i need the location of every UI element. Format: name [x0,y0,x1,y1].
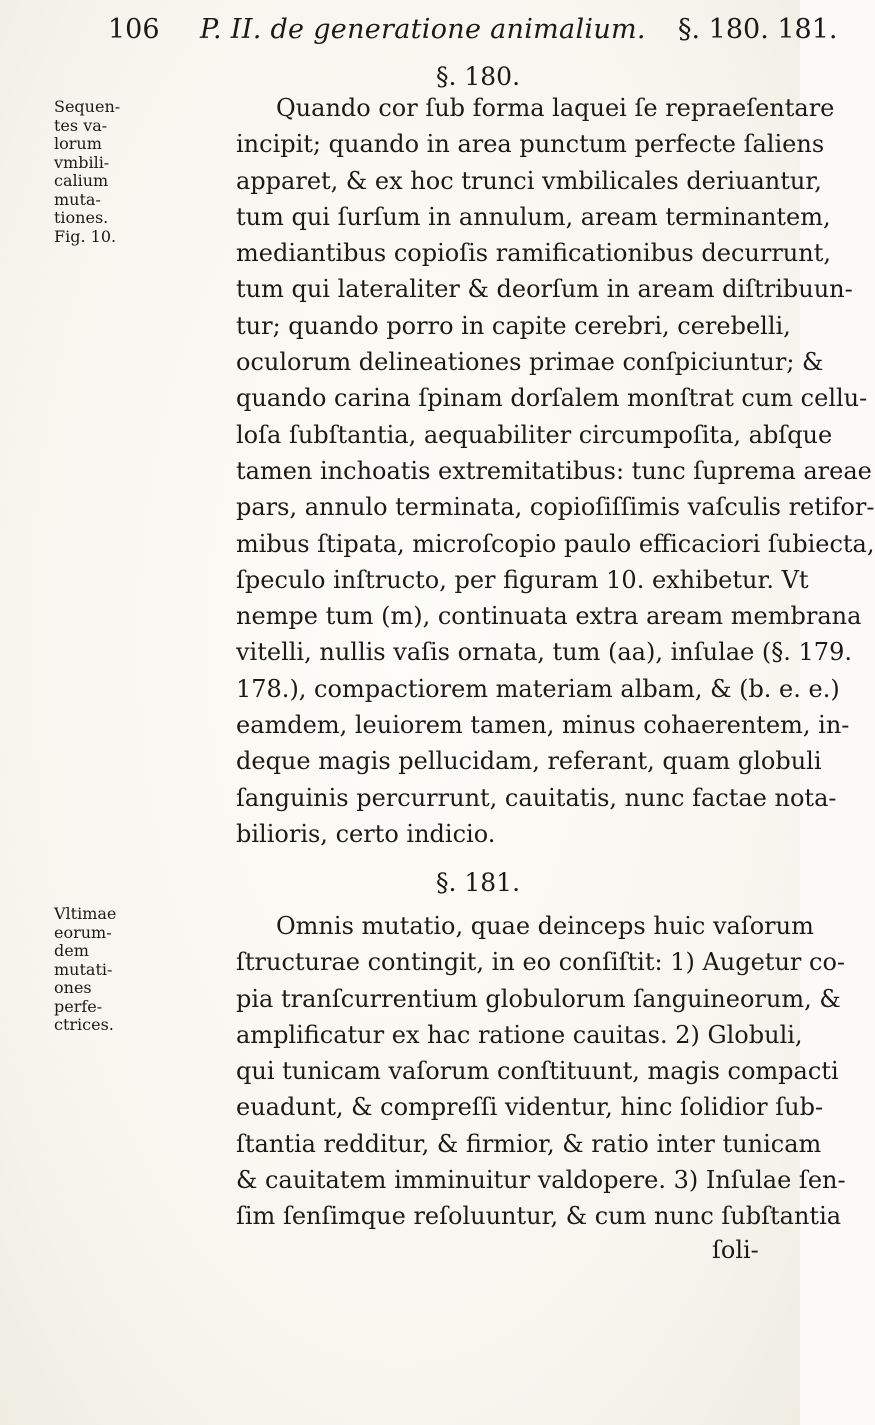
text-line: euadunt, & compreſſi videntur, hinc ſolidior ſub- [236,1093,824,1122]
page-number: 106 [108,14,160,45]
text-line: ſim ſenſimque reſoluuntur, & cum nunc ſubſtantia [236,1202,842,1231]
margin-note-line: tiones. [54,208,109,227]
margin-note-line: Sequen- [54,97,121,116]
text-line: Quando cor ſub forma laquei ſe repraeſentare [276,94,835,122]
text-line: oculorum delineationes primae conſpiciuntur; & [236,348,824,377]
section-body [236,908,846,1235]
margin-note-line: Fig. 10. [54,226,117,246]
text-line: deque magis pellucidam, referant, quam globuli [236,747,822,776]
margin-note-line: mutati- [54,959,113,979]
text-line: eamdem, leuiorem tamen, minus cohaerentem, in- [236,711,850,740]
section-heading: §. 180. [435,62,521,91]
text-line: & cauitatem imminuitur valdopere. 3) Inſulae ſen- [236,1166,846,1195]
margin-note-line: ones [54,978,92,997]
running-title: P. II. de generatione animalium. [200,14,646,45]
text-line: Omnis mutatio, quae deinceps huic vaſorum [276,912,814,940]
margin-note-line: vmbili- [54,152,110,172]
text-line: ſtructurae contingit, in eo conſiſtit: 1) Augetur co- [236,948,846,977]
section-body [236,90,875,852]
margin-note [54,98,128,246]
text-line: pars, annulo terminata, copioſiſſimis vaſculis retifor- [236,493,875,522]
margin-note-line: dem [54,941,89,960]
text-line: tamen inchoatis extremitatibus: tunc ſuprema areae [236,456,872,485]
text-line: pia tranſcurrentium globulorum ſanguineorum, & [236,984,841,1013]
margin-note-line: muta- [54,189,101,209]
text-line: loſa ſubſtantia, aequabiliter circumpoſita, abſque [236,420,833,449]
margin-note-line: tes va- [54,115,108,135]
text-line: ſanguinis percurrunt, cauitatis, nunc factae nota- [236,783,837,812]
text-line: nempe tum (m), continuata extra aream membrana [236,602,862,631]
text-line: mediantibus copioſis ramificationibus decurrunt, [236,239,831,268]
text-line: tur; quando porro in capite cerebri, cerebelli, [236,311,791,340]
margin-note-line: ctrices. [54,1015,114,1034]
catchword: ſoli- [712,1236,759,1264]
text-line: quando carina ſpinam dorſalem monſtrat cum cellu- [236,384,868,413]
text-line: bilioris, certo indicio. [236,819,496,848]
running-header [108,14,838,54]
text-line: apparet, & ex hoc trunci vmbilicales deriuantur, [236,166,822,195]
margin-note-line: Vltimae [54,904,117,923]
text-line: ſtantia redditur, & firmior, & ratio inter tunicam [236,1129,822,1158]
section-heading: §. 181. [435,868,521,897]
text-line: 178.), compactiorem materiam albam, & (b. e. e.) [236,674,840,703]
section-reference: §. 180. 181. [678,14,838,45]
margin-note [54,905,128,1035]
text-line: ſpeculo inſtructo, per figuram 10. exhibetur. Vt [236,565,809,594]
text-line: tum qui lateraliter & deorſum in aream diſtribuun- [236,275,853,304]
text-line: vitelli, nullis vaſis ornata, tum (aa), inſulae (§. 179. [236,638,852,667]
margin-note-line: lorum [54,134,102,153]
text-line: tum qui ſurſum in annulum, aream terminantem, [236,202,831,231]
margin-note-line: perfe- [54,996,103,1016]
margin-note-line: eorum- [54,922,112,942]
text-line: mibus ſtipata, microſcopio paulo efficaciori ſubiecta, [236,529,875,558]
text-line: incipit; quando in area punctum perfecte ſaliens [236,130,825,159]
margin-note-line: calium [54,171,109,190]
text-line: amplificatur ex hac ratione cauitas. 2) Globuli, [236,1020,803,1049]
text-line: qui tunicam vaſorum conſtituunt, magis compacti [236,1057,839,1086]
